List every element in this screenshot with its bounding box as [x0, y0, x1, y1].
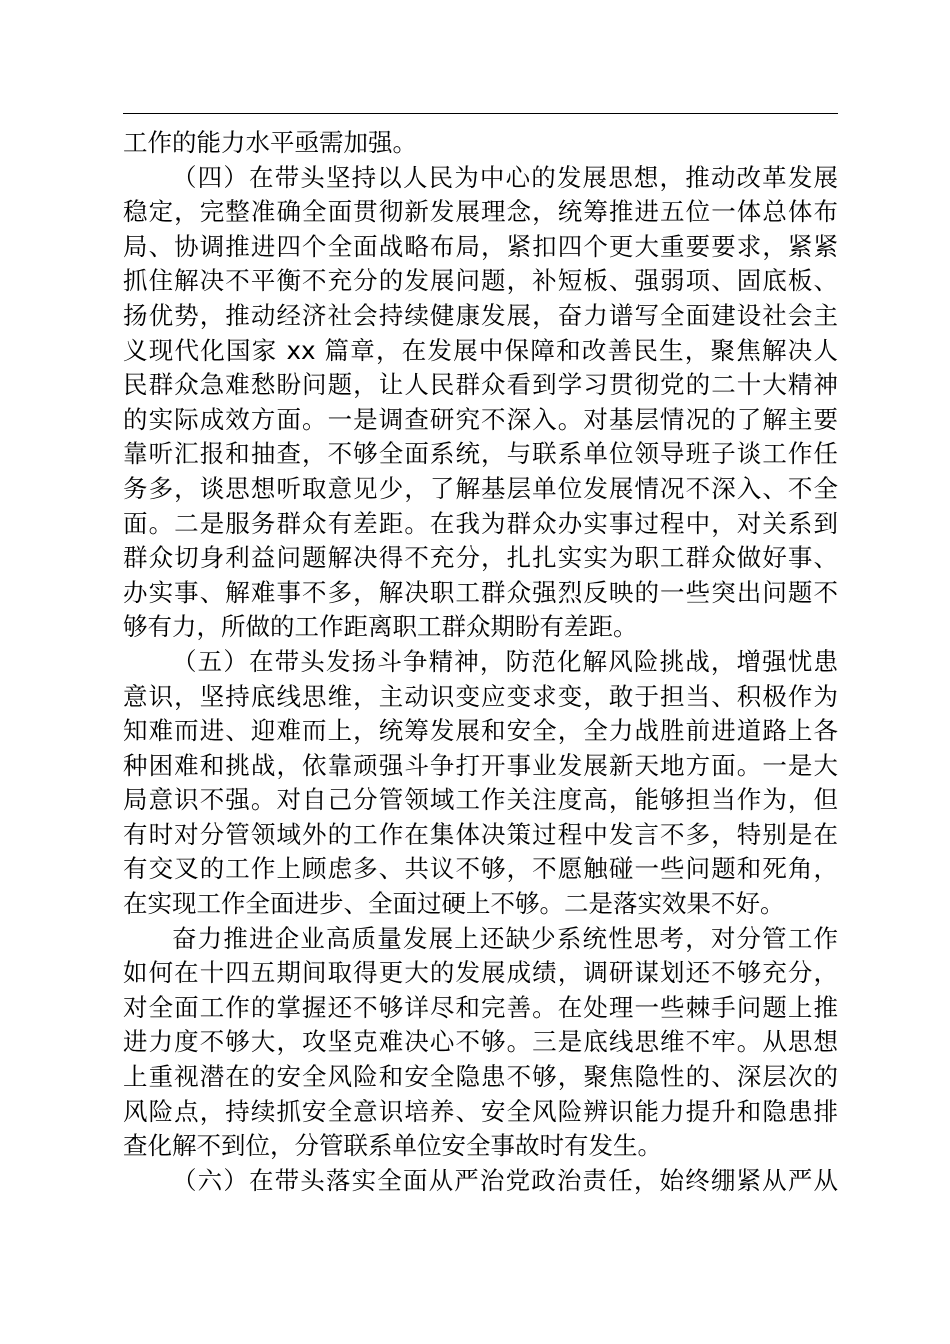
text-line: 奋力推进企业高质量发展上还缺少系统性思考，对分管工作	[172, 923, 838, 953]
text-line: 查化解不到位，分管联系单位安全事故时有发生。	[123, 1131, 662, 1161]
text-line: 义现代化国家 xx 篇章，在发展中保障和改善民生，聚焦解决人	[123, 335, 838, 365]
text-line: 够有力，所做的工作距离职工群众期盼有差距。	[123, 612, 638, 642]
text-line: （四）在带头坚持以人民为中心的发展思想，推动改革发展	[172, 162, 838, 192]
text-line: （五）在带头发扬斗争精神，防范化解风险挑战，增强忧患	[172, 646, 838, 676]
text-line: 种困难和挑战，依靠顽强斗争打开事业发展新天地方面。一是大	[123, 750, 838, 780]
text-line: 的实际成效方面。一是调查研究不深入。对基层情况的了解主要	[123, 404, 838, 434]
text-line: 扬优势，推动经济社会持续健康发展，奋力谱写全面建设社会主	[123, 300, 838, 330]
text-line: 进力度不够大，攻坚克难决心不够。三是底线思维不牢。从思想	[123, 1027, 838, 1057]
text-line: 有交叉的工作上顾虑多、共议不够，不愿触碰一些问题和死角，	[123, 854, 838, 884]
text-line: 靠听汇报和抽查，不够全面系统，与联系单位领导班子谈工作任	[123, 439, 838, 469]
text-line: 抓住解决不平衡不充分的发展问题，补短板、强弱项、固底板、	[123, 266, 838, 296]
text-line: 局、协调推进四个全面战略布局，紧扣四个更大重要要求，紧紧	[123, 231, 838, 261]
text-line: 如何在十四五期间取得更大的发展成绩，调研谋划还不够充分，	[123, 958, 838, 988]
text-line: 务多，谈思想听取意见少，了解基层单位发展情况不深入、不全	[123, 473, 838, 503]
text-line: 局意识不强。对自己分管领域工作关注度高，能够担当作为，但	[123, 785, 838, 815]
text-line: 有时对分管领域外的工作在集体决策过程中发言不多，特别是在	[123, 819, 838, 849]
text-line: 工作的能力水平亟需加强。	[123, 128, 417, 157]
text-line: 在实现工作全面进步、全面过硬上不够。二是落实效果不好。	[123, 889, 785, 919]
text-line: 民群众急难愁盼问题，让人民群众看到学习贯彻党的二十大精神	[123, 370, 838, 400]
text-line: 办实事、解难事不多，解决职工群众强烈反映的一些突出问题不	[123, 577, 838, 607]
text-line: 群众切身利益问题解决得不充分，扎扎实实为职工群众做好事、	[123, 543, 838, 573]
text-line: 稳定，完整准确全面贯彻新发展理念，统筹推进五位一体总体布	[123, 197, 838, 227]
body-text	[123, 126, 838, 1198]
text-line: 面。二是服务群众有差距。在我为群众办实事过程中，对关系到	[123, 508, 838, 538]
header-rule	[123, 113, 838, 114]
text-line: 上重视潜在的安全风险和安全隐患不够，聚焦隐性的、深层次的	[123, 1062, 838, 1092]
text-line: 意识，坚持底线思维，主动识变应变求变，敢于担当、积极作为	[123, 681, 838, 711]
text-line: 对全面工作的掌握还不够详尽和完善。在处理一些棘手问题上推	[123, 992, 838, 1022]
text-line: 知难而进、迎难而上，统筹发展和安全，全力战胜前进道路上各	[123, 716, 838, 746]
text-line: 风险点，持续抓安全意识培养、安全风险辨识能力提升和隐患排	[123, 1096, 838, 1126]
text-line: （六）在带头落实全面从严治党政治责任，始终绷紧从严从	[172, 1165, 838, 1195]
